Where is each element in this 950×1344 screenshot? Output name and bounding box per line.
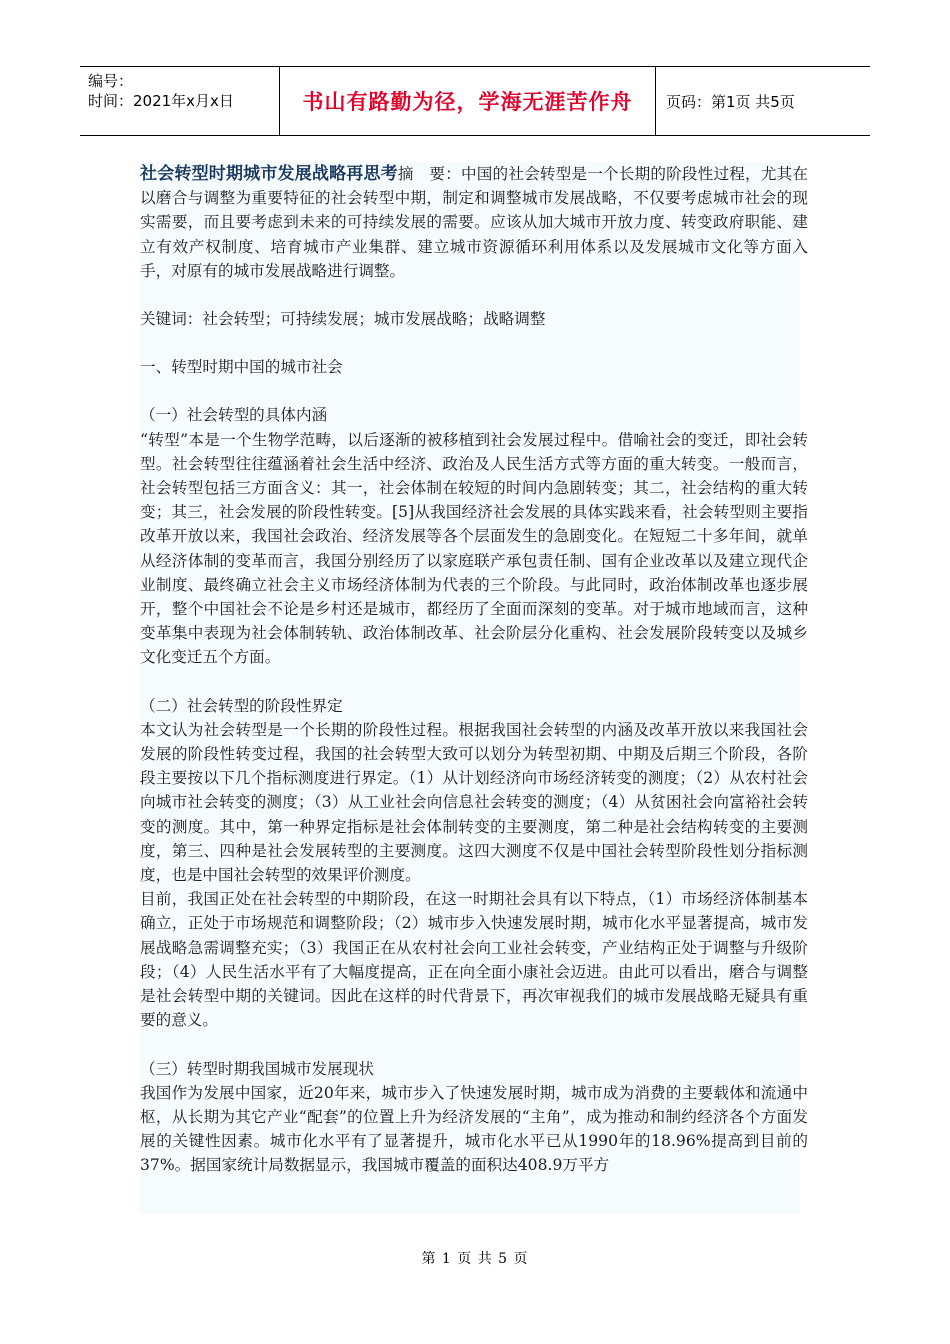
paragraph: 本文认为社会转型是一个长期的阶段性过程。根据我国社会转型的内涵及改革开放以来我国社会发展的阶段性转变过程，我国的社会转型大致可以划分为转型初期、中期及后期三个阶段，各阶段主要按以下几个指标测度进行界定。（1）从计划经济向市场经济转变的测度；（2）从农村社会向城市社会转变的测度；（3）从工业社会向信息社会转变的测度；（4）从贫困社会向富裕社会转变的测度。其中，第一种界定指标是社会体制转变的主要测度，第二种是社会结构转变的主要测度，第三、四种是社会发展转型的主要测度。这四大测度不仅是中国社会转型阶段性划分指标测度，也是中国社会转型的效果评价测度。 xyxy=(140,720,808,885)
header-page-info: 页码：第1页 共5页 xyxy=(666,92,795,111)
paragraph: 目前，我国正处在社会转型的中期阶段，在这一时期社会具有以下特点，（1）市场经济体制基本确立，正处于市场规范和调整阶段；（2）城市步入快速发展时期，城市化水平显著提高，城市发展战略急需调整充实；（3）我国正在从农村社会向工业社会转变，产业结构正处于调整与升级阶段；（4）人民生活水平有了大幅度提高，正在向全面小康社会迈进。由此可以看出，磨合与调整是社会转型中期的关键词。因此在这样的时代背景下，再次审视我们的城市发展战略无疑具有重要的意义。 xyxy=(140,890,808,1030)
document-title: 社会转型时期城市发展战略再思考 xyxy=(140,164,398,184)
document-body xyxy=(140,162,808,1178)
time-label: 时间：2021年x月x日 xyxy=(88,92,234,110)
page-footer: 第 1 页 共 5 页 xyxy=(421,1251,529,1267)
header-meta xyxy=(80,67,280,135)
paragraph: 我国作为发展中国家，近20年来，城市步入了快速发展时期，城市成为消费的主要载体和流通中枢，从长期为其它产业“配套”的位置上升为经济发展的“主角”，成为推动和制约经济各个方面发展的关键性因素。城市化水平有了显著提升，城市化水平已从1990年的18.96%提高到目前的37%。据国家统计局数据显示，我国城市覆盖的面积达408.9万平方 xyxy=(140,1083,808,1175)
abstract: 摘 要：中国的社会转型是一个长期的阶段性过程，尤其在以磨合与调整为重要特征的社会转型中期，制定和调整城市发展战略，不仅要考虑城市社会的现实需要，而且要考虑到未来的可持续发展的需要。应该从加大城市开放力度、转变政府职能、建立有效产权制度、培育城市产业集群、建立城市资源循环利用体系以及发展城市文化等方面入手，对原有的城市发展战略进行调整。 xyxy=(140,165,808,280)
subsection-heading: （三）转型时期我国城市发展现状 xyxy=(140,1059,374,1078)
paragraph: “转型”本是一个生物学范畴，以后逐渐的被移植到社会发展过程中。借喻社会的变迁，即社会转型。社会转型往往蕴涵着社会生活中经济、政治及人民生活方式等方面的重大转变。一般而言，社会转型包括三方面含义：其一，社会体制在较短的时间内急剧转变；其二，社会结构的重大转变；其三，社会发展的阶段性转变。[5]从我国经济社会发展的具体实践来看，社会转型则主要指改革开放以来，我国社会政治、经济发展等各个层面发生的急剧变化。在短短二十多年间，就单从经济体制的变革而言，我国分别经历了以家庭联产承包责任制、国有企业改革以及建立现代企业制度、最终确立社会主义市场经济体制为代表的三个阶段。与此同时，政治体制改革也逐步展开，整个中国社会不论是乡村还是城市，都经历了全面而深刻的变革。对于城市地域而言，这种变革集中表现为社会体制转轨、政治体制改革、社会阶层分化重构、社会发展阶段转变以及城乡文化变迁五个方面。 xyxy=(140,430,808,667)
header-motto: 书山有路勤为径，学海无涯苦作舟 xyxy=(280,67,656,135)
document-header xyxy=(80,66,870,136)
title-abstract xyxy=(140,162,808,283)
number-label: 编号： xyxy=(88,72,134,90)
keywords: 关键词：社会转型；可持续发展；城市发展战略；战略调整 xyxy=(140,310,546,329)
subsection-heading: （二）社会转型的阶段性界定 xyxy=(140,696,343,715)
subsection-heading: （一）社会转型的具体内涵 xyxy=(140,406,328,425)
section-heading: 一、转型时期中国的城市社会 xyxy=(140,358,343,377)
